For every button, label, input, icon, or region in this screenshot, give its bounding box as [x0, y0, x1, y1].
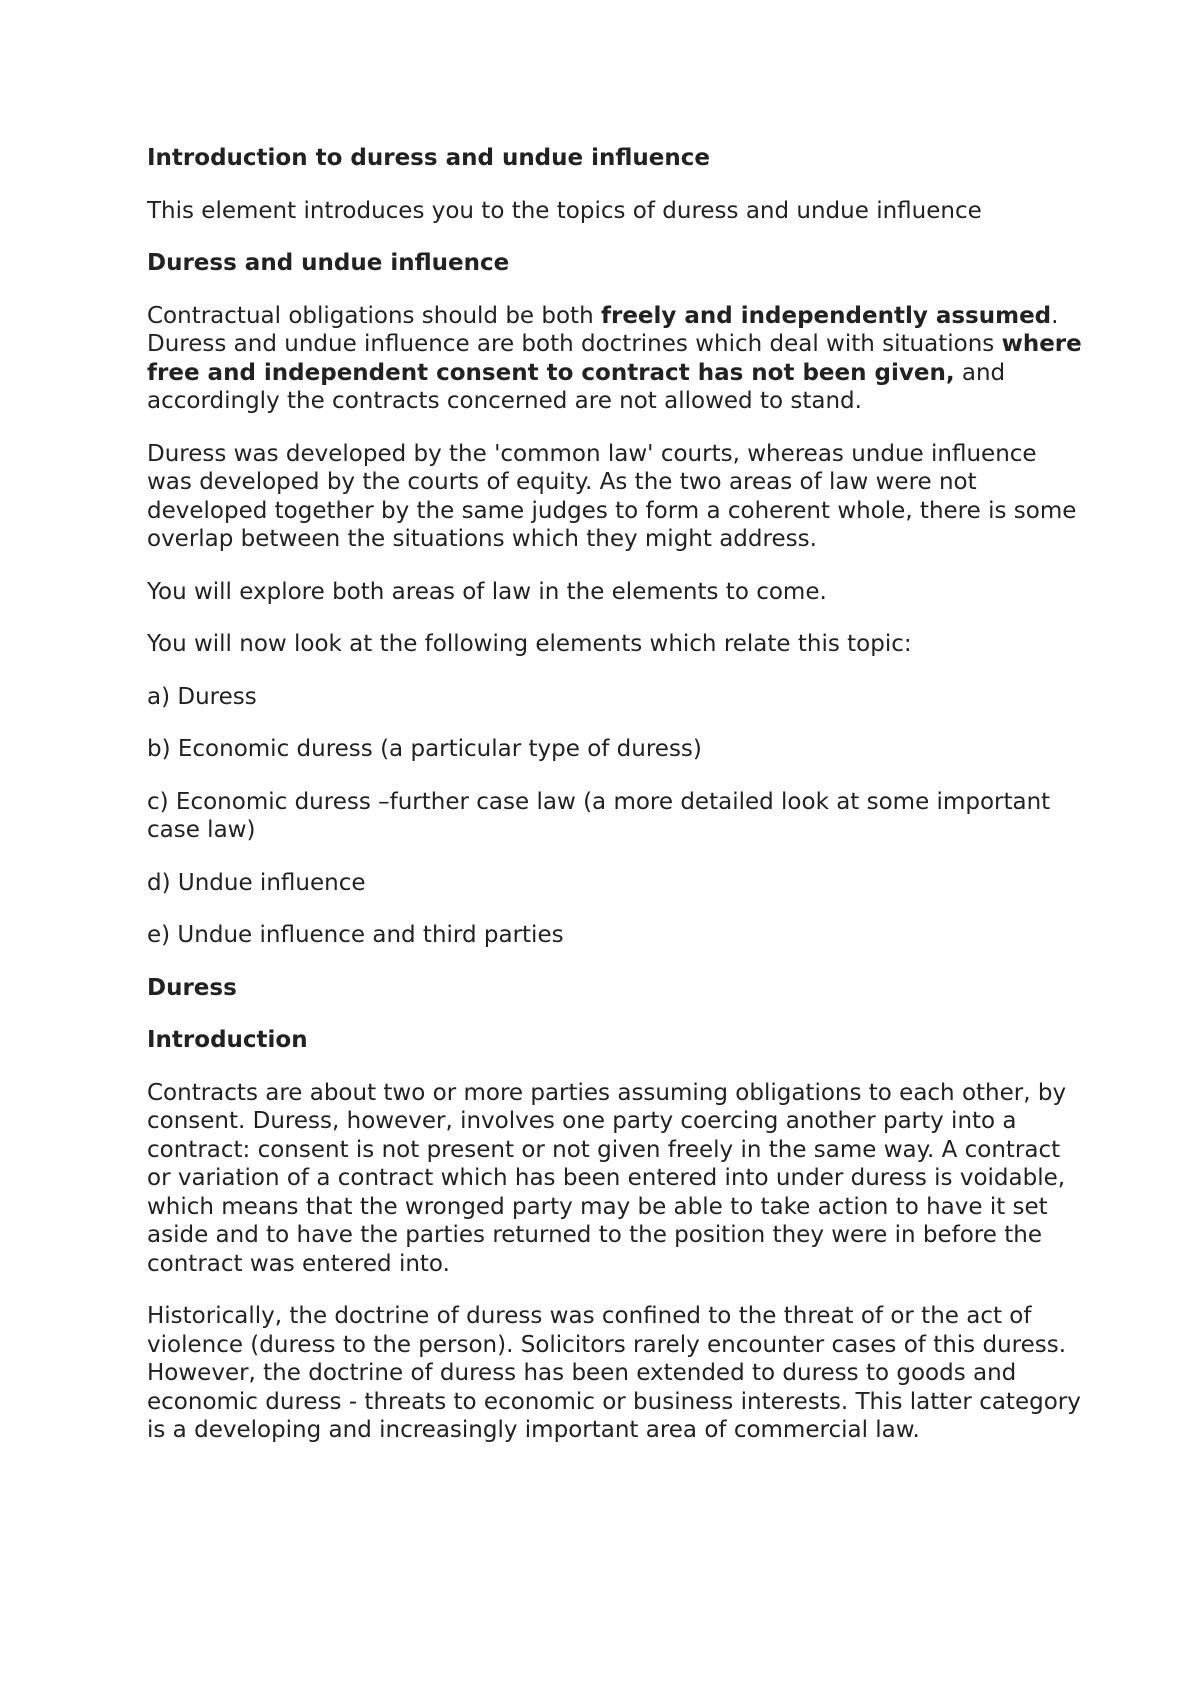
- list-item: e) Undue influence and third parties: [147, 922, 564, 948]
- duress-origin-paragraph: Duress was developed by the 'common law' courts, whereas undue influence was developed by the courts of equity. As the two areas of law were not developed together by the same judges to form a coherent whole, there is some overlap between the situations which they might address.: [147, 440, 1077, 552]
- contracts-consent-paragraph: Contracts are about two or more parties assuming obligations to each other, by consent. Duress, however, involves one party coercing another party into a contract: consent is not present or not given freely in the same way. A contract or variation of a contract which has been entered into under duress is voidable, which means that the wronged party may be able to take action to have it set aside and to have the parties returned to the position they were in before the contract was entered into.: [147, 1079, 1067, 1277]
- document-page: [147, 144, 1087, 1469]
- section-heading-duress: Duress: [147, 974, 237, 1001]
- contractual-obligations-paragraph: [147, 302, 1087, 416]
- list-item: d) Undue influence: [147, 869, 366, 896]
- bold-run: where free and independent consent to contract has not been given,: [147, 331, 1082, 386]
- list-item: b) Economic duress (a particular type of duress): [147, 736, 702, 762]
- text-run: and accordingly the contracts concerned are not allowed to stand.: [147, 359, 1006, 414]
- history-paragraph: Historically, the doctrine of duress was confined to the threat of or the act of violence (duress to the person). Solicitors rarely encounter cases of this duress. However, the doctrine of duress has been extended to duress to goods and economic duress - threats to economic or business interests. This latter category is a developing and increasingly important area of commercial law.: [147, 1303, 1081, 1443]
- elements-intro-paragraph: You will now look at the following elements which relate this topic:: [147, 631, 912, 657]
- list-item: a) Duress: [147, 683, 257, 710]
- text-run: . Duress and undue influence are both doctrines which deal with situations: [147, 302, 1059, 357]
- elements-list: [147, 683, 1087, 950]
- explore-paragraph: You will explore both areas of law in the elements to come.: [147, 578, 827, 605]
- intro-paragraph: This element introduces you to the topics of duress and undue influence: [147, 197, 982, 224]
- list-item: c) Economic duress –further case law (a more detailed look at some important case law): [147, 788, 1051, 843]
- document-title: Introduction to duress and undue influence: [147, 145, 711, 171]
- subsection-heading-introduction: Introduction: [147, 1027, 308, 1053]
- text-run: Contractual obligations should be both: [147, 302, 601, 329]
- section-heading-duress-undue-influence: Duress and undue influence: [147, 250, 510, 276]
- bold-run: freely and independently assumed: [600, 302, 1052, 329]
